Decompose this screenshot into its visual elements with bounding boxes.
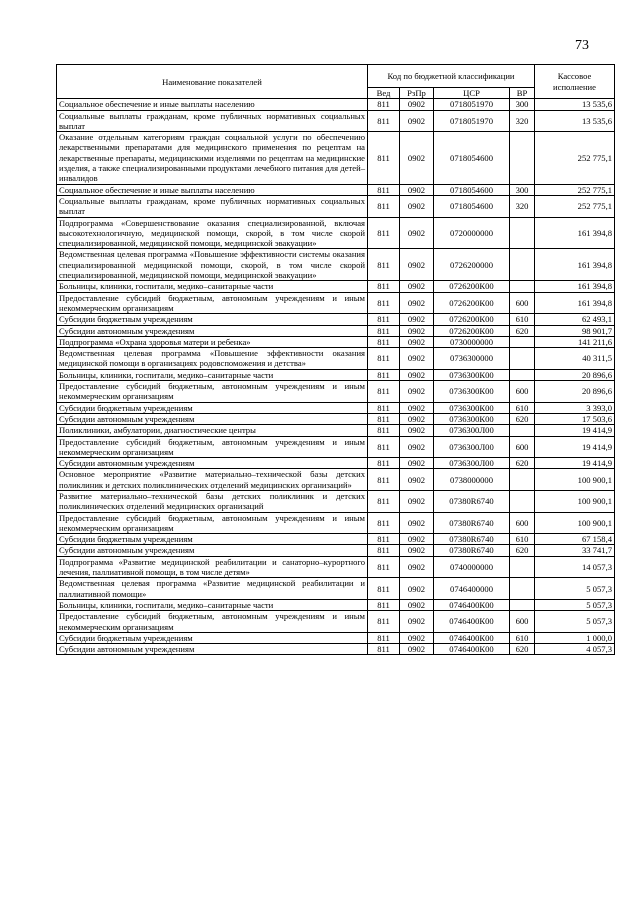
cell-name: Ведомственная целевая программа «Повышение эффективности системы оказания специализированной медицинской помощи, скорой, в том числе скорой специализированной, медицинской помощи, медицинской эвакуации» [57,249,368,281]
cell-vr: 600 [510,512,535,534]
cell-vr: 600 [510,381,535,403]
table-row [57,292,615,314]
cell-ved: 811 [368,599,400,610]
cell-csr: 0746400К00 [434,644,510,655]
cell-vr: 610 [510,534,535,545]
cell-vr [510,556,535,578]
cell-rzpr: 0902 [400,369,434,380]
cell-vr [510,132,535,184]
cell-name: Субсидии автономным учреждениям [57,545,368,556]
cell-ved: 811 [368,249,400,281]
cell-ved: 811 [368,458,400,469]
cell-amount: 14 057,3 [535,556,615,578]
table-row [57,132,615,184]
cell-csr: 0718054600 [434,195,510,217]
cell-amount: 19 414,9 [535,458,615,469]
cell-rzpr: 0902 [400,217,434,249]
cell-vr [510,599,535,610]
cell-ved: 811 [368,611,400,633]
table-row [57,556,615,578]
cell-rzpr: 0902 [400,556,434,578]
cell-amount: 17 503,6 [535,413,615,424]
cell-amount: 98 901,7 [535,325,615,336]
table-row [57,644,615,655]
cell-name: Социальное обеспечение и иные выплаты населению [57,99,368,110]
cell-csr: 0736300К00 [434,413,510,424]
cell-name: Больницы, клиники, госпитали, медико–санитарные части [57,599,368,610]
table-row [57,436,615,458]
cell-rzpr: 0902 [400,325,434,336]
cell-vr: 620 [510,325,535,336]
cell-csr: 0736300000 [434,348,510,370]
cell-rzpr: 0902 [400,132,434,184]
cell-name: Субсидии автономным учреждениям [57,413,368,424]
cell-vr [510,490,535,512]
cell-rzpr: 0902 [400,336,434,347]
cell-amount: 3 393,0 [535,402,615,413]
cell-vr [510,425,535,436]
cell-csr: 0726200000 [434,249,510,281]
cell-ved: 811 [368,545,400,556]
cell-rzpr: 0902 [400,611,434,633]
cell-vr [510,369,535,380]
cell-name: Социальное обеспечение и иные выплаты населению [57,184,368,195]
cell-rzpr: 0902 [400,469,434,491]
cell-name: Поликлиники, амбулатории, диагностические центры [57,425,368,436]
cell-name: Субсидии автономным учреждениям [57,644,368,655]
cell-name: Предоставление субсидий бюджетным, автономным учреждениям и иным некоммерческим организациям [57,292,368,314]
cell-rzpr: 0902 [400,184,434,195]
cell-rzpr: 0902 [400,381,434,403]
table-row [57,217,615,249]
cell-amount: 40 311,5 [535,348,615,370]
cell-amount: 20 896,6 [535,369,615,380]
cell-vr [510,281,535,292]
header-code-group: Код по бюджетной классификации [368,65,535,88]
cell-amount: 5 057,3 [535,578,615,600]
table-row [57,249,615,281]
table-row [57,611,615,633]
cell-ved: 811 [368,217,400,249]
table-row [57,425,615,436]
cell-amount: 161 394,8 [535,217,615,249]
cell-name: Ведомственная целевая программа «Развитие медицинской реабилитации и паллиативной помощи» [57,578,368,600]
cell-ved: 811 [368,336,400,347]
cell-ved: 811 [368,413,400,424]
cell-vr [510,578,535,600]
cell-rzpr: 0902 [400,458,434,469]
cell-name: Оказание отдельным категориям граждан социальной услуги по обеспечению лекарственными препаратами для медицинского применения по рецептам на лекарственные препараты, медицинскими изделиями по рецептам на медицинские изделия, а также специализированными продуктами лечебного питания для детей–инвалидов [57,132,368,184]
cell-rzpr: 0902 [400,599,434,610]
cell-name: Субсидии бюджетным учреждениям [57,402,368,413]
table-row [57,545,615,556]
cell-ved: 811 [368,110,400,132]
cell-csr: 0746400К00 [434,611,510,633]
table-row [57,490,615,512]
cell-amount: 13 535,6 [535,110,615,132]
cell-amount: 1 000,0 [535,632,615,643]
cell-rzpr: 0902 [400,545,434,556]
cell-vr [510,249,535,281]
cell-csr: 0718051970 [434,110,510,132]
cell-rzpr: 0902 [400,249,434,281]
header-execution: Кассовое исполнение [535,65,615,99]
cell-name: Основное мероприятие «Развитие материально–технической базы детских поликлиник и детских поликлинических отделений медицинских организаций» [57,469,368,491]
cell-vr [510,469,535,491]
cell-amount: 252 775,1 [535,132,615,184]
cell-name: Развитие материально–технической базы детских поликлиник и детских поликлинических отделений медицинских организаций [57,490,368,512]
cell-csr: 0736300Л00 [434,425,510,436]
cell-rzpr: 0902 [400,314,434,325]
cell-name: Подпрограмма «Охрана здоровья матери и ребенка» [57,336,368,347]
cell-ved: 811 [368,132,400,184]
cell-ved: 811 [368,425,400,436]
cell-amount: 33 741,7 [535,545,615,556]
cell-vr: 620 [510,644,535,655]
cell-name: Субсидии автономным учреждениям [57,325,368,336]
cell-rzpr: 0902 [400,292,434,314]
header-name: Наименование показателей [57,65,368,99]
cell-amount: 100 900,1 [535,469,615,491]
cell-ved: 811 [368,578,400,600]
cell-name: Социальные выплаты гражданам, кроме публичных нормативных социальных выплат [57,195,368,217]
cell-rzpr: 0902 [400,512,434,534]
cell-csr: 0720000000 [434,217,510,249]
cell-name: Предоставление субсидий бюджетным, автономным учреждениям и иным некоммерческим организациям [57,436,368,458]
cell-ved: 811 [368,292,400,314]
cell-rzpr: 0902 [400,110,434,132]
header-ved: Вед [368,88,400,99]
cell-ved: 811 [368,436,400,458]
cell-name: Предоставление субсидий бюджетным, автономным учреждениям и иным некоммерческим организациям [57,611,368,633]
cell-amount: 62 493,1 [535,314,615,325]
cell-rzpr: 0902 [400,578,434,600]
cell-vr: 610 [510,402,535,413]
cell-name: Социальные выплаты гражданам, кроме публичных нормативных социальных выплат [57,110,368,132]
cell-ved: 811 [368,325,400,336]
cell-name: Субсидии бюджетным учреждениям [57,632,368,643]
cell-ved: 811 [368,99,400,110]
cell-name: Субсидии бюджетным учреждениям [57,314,368,325]
cell-name: Предоставление субсидий бюджетным, автономным учреждениям и иным некоммерческим организациям [57,381,368,403]
cell-csr: 07380R6740 [434,490,510,512]
table-row [57,512,615,534]
cell-vr: 620 [510,545,535,556]
cell-amount: 161 394,8 [535,281,615,292]
header-vr: ВР [510,88,535,99]
cell-vr [510,336,535,347]
cell-ved: 811 [368,184,400,195]
cell-csr: 0718054600 [434,132,510,184]
cell-rzpr: 0902 [400,413,434,424]
header-csr: ЦСР [434,88,510,99]
table-row [57,348,615,370]
cell-amount: 252 775,1 [535,195,615,217]
cell-name: Ведомственная целевая программа «Повышение эффективности оказания медицинской помощи в организациях родовспоможения и детства» [57,348,368,370]
cell-ved: 811 [368,644,400,655]
cell-vr: 600 [510,436,535,458]
cell-csr: 0718054600 [434,184,510,195]
cell-amount: 13 535,6 [535,99,615,110]
cell-amount: 19 414,9 [535,425,615,436]
cell-csr: 07380R6740 [434,512,510,534]
cell-name: Подпрограмма «Развитие медицинской реабилитации и санаторно–курортного лечения, паллиативной помощи, в том числе детям» [57,556,368,578]
cell-rzpr: 0902 [400,402,434,413]
cell-amount: 19 414,9 [535,436,615,458]
cell-rzpr: 0902 [400,195,434,217]
cell-ved: 811 [368,369,400,380]
cell-csr: 0746400000 [434,578,510,600]
table-row [57,314,615,325]
cell-ved: 811 [368,402,400,413]
cell-csr: 0738000000 [434,469,510,491]
cell-name: Предоставление субсидий бюджетным, автономным учреждениям и иным некоммерческим организациям [57,512,368,534]
table-row [57,632,615,643]
cell-amount: 4 057,3 [535,644,615,655]
cell-name: Больницы, клиники, госпитали, медико–санитарные части [57,369,368,380]
cell-amount: 141 211,6 [535,336,615,347]
table-row [57,599,615,610]
cell-csr: 0746400К00 [434,599,510,610]
table-row [57,413,615,424]
cell-vr: 320 [510,195,535,217]
cell-amount: 5 057,3 [535,611,615,633]
table-row [57,336,615,347]
cell-name: Субсидии автономным учреждениям [57,458,368,469]
cell-amount: 100 900,1 [535,490,615,512]
cell-amount: 5 057,3 [535,599,615,610]
cell-ved: 811 [368,195,400,217]
cell-ved: 811 [368,348,400,370]
cell-csr: 07380R6740 [434,545,510,556]
cell-amount: 161 394,8 [535,249,615,281]
table-row [57,281,615,292]
cell-rzpr: 0902 [400,348,434,370]
cell-vr: 610 [510,314,535,325]
cell-vr: 620 [510,413,535,424]
cell-vr: 610 [510,632,535,643]
cell-ved: 811 [368,469,400,491]
cell-ved: 811 [368,314,400,325]
cell-ved: 811 [368,281,400,292]
cell-rzpr: 0902 [400,425,434,436]
cell-ved: 811 [368,632,400,643]
table-row [57,110,615,132]
cell-ved: 811 [368,556,400,578]
table-row [57,184,615,195]
table-row [57,402,615,413]
cell-vr [510,217,535,249]
cell-amount: 67 158,4 [535,534,615,545]
cell-csr: 0746400К00 [434,632,510,643]
cell-rzpr: 0902 [400,436,434,458]
cell-csr: 0726200К00 [434,325,510,336]
cell-csr: 0736300К00 [434,381,510,403]
cell-ved: 811 [368,534,400,545]
cell-csr: 0718051970 [434,99,510,110]
cell-csr: 0730000000 [434,336,510,347]
page-number: 73 [575,38,589,53]
cell-csr: 0726200К00 [434,314,510,325]
table-row [57,534,615,545]
cell-csr: 0740000000 [434,556,510,578]
cell-vr [510,348,535,370]
cell-vr: 620 [510,458,535,469]
table-row [57,578,615,600]
cell-name: Субсидии бюджетным учреждениям [57,534,368,545]
cell-name: Подпрограмма «Совершенствование оказания специализированной, включая высокотехнологичную, медицинской помощи, скорой, в том числе скорой специализированной, медицинской помощи, медицинской эвакуации» [57,217,368,249]
cell-rzpr: 0902 [400,490,434,512]
cell-csr: 0736300К00 [434,402,510,413]
cell-vr: 600 [510,611,535,633]
cell-name: Больницы, клиники, госпитали, медико–санитарные части [57,281,368,292]
table-row [57,458,615,469]
table-row [57,381,615,403]
cell-csr: 0726200К00 [434,292,510,314]
cell-amount: 20 896,6 [535,381,615,403]
table-header-row [57,65,615,88]
cell-vr: 300 [510,184,535,195]
cell-csr: 0736300К00 [434,369,510,380]
cell-rzpr: 0902 [400,281,434,292]
cell-ved: 811 [368,381,400,403]
cell-amount: 100 900,1 [535,512,615,534]
cell-csr: 0736300Л00 [434,436,510,458]
cell-amount: 252 775,1 [535,184,615,195]
table-row [57,325,615,336]
table-row [57,99,615,110]
cell-vr: 300 [510,99,535,110]
cell-ved: 811 [368,512,400,534]
cell-amount: 161 394,8 [535,292,615,314]
table-row [57,469,615,491]
cell-vr: 600 [510,292,535,314]
cell-csr: 0726200К00 [434,281,510,292]
cell-vr: 320 [510,110,535,132]
cell-csr: 07380R6740 [434,534,510,545]
header-rzpr: РзПр [400,88,434,99]
cell-rzpr: 0902 [400,632,434,643]
table-body [57,99,615,655]
cell-rzpr: 0902 [400,534,434,545]
cell-rzpr: 0902 [400,644,434,655]
table-row [57,195,615,217]
budget-execution-table [56,64,615,655]
cell-rzpr: 0902 [400,99,434,110]
cell-ved: 811 [368,490,400,512]
cell-csr: 0736300Л00 [434,458,510,469]
table-row [57,369,615,380]
